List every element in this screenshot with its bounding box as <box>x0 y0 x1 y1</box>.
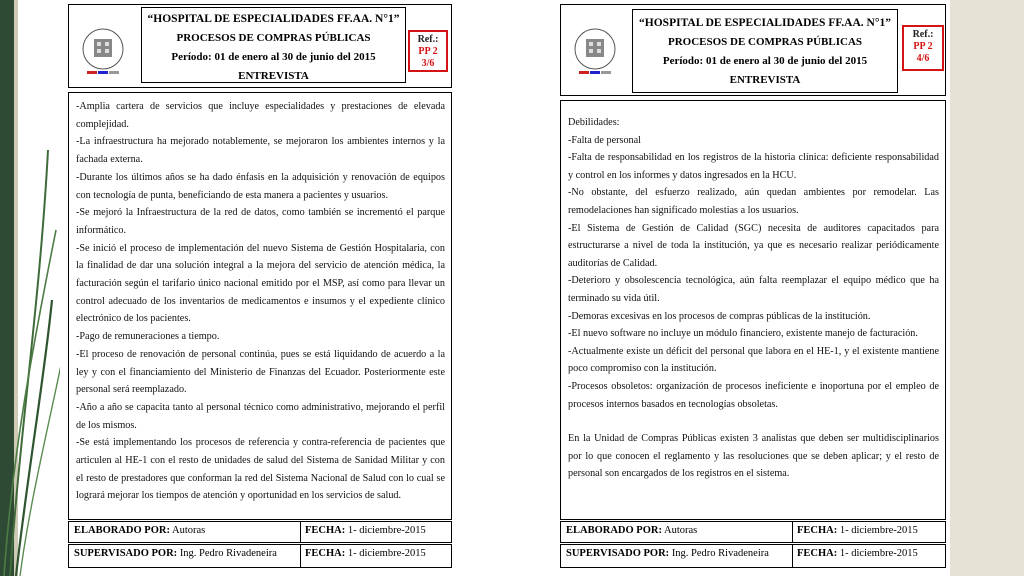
elaborado-value: Autoras <box>169 525 206 536</box>
paragraph: -El proceso de renovación de personal continúa, pues se está liquidando de acuerdo a la ley y con el financiamiento del Ministerio de Finanzas del Ecuador. Posteriormente este personal será reemplazado. <box>76 348 445 396</box>
section-heading: Debilidades: <box>568 117 620 128</box>
reference-box <box>408 30 448 72</box>
document-title-block <box>141 7 406 83</box>
footer-row-supervisado <box>560 544 946 568</box>
supervisado-label: SUPERVISADO POR: <box>566 548 670 559</box>
paragraph-spacer <box>568 413 939 430</box>
reference-page: 4/6 <box>916 53 930 64</box>
reference-label: Ref.: <box>417 34 439 45</box>
paragraph: -El Sistema de Gestión de Calidad (SGC) necesita de auditores capacitados para estructurarse a nivel de toda la institución, ya que es necesario realizar periódicamente auditorías de Calidad. <box>568 222 939 269</box>
elaborado-label: ELABORADO POR: <box>566 525 662 536</box>
paragraph: -Falta de personal <box>568 134 641 146</box>
reference-label: Ref.: <box>912 29 934 40</box>
paragraph: -El nuevo software no incluye un módulo financiero, existente manejo de facturación. <box>568 328 918 340</box>
fecha-cell <box>793 522 945 542</box>
document-title-block <box>632 9 898 93</box>
paragraph: -Amplia cartera de servicios que incluye especialidades y prestaciones de elevada complejidad. <box>76 101 445 130</box>
elaborado-label: ELABORADO POR: <box>74 525 170 536</box>
hospital-logo-icon <box>77 25 129 77</box>
paragraph: -No obstante, del esfuerzo realizado, aún quedan ambientes por remodelar. Las remodelaciones han significado molestias a los usuarios. <box>568 187 939 216</box>
supervisado-label: SUPERVISADO POR: <box>74 548 178 559</box>
paragraph: -Procesos obsoletos: organización de procesos ineficiente e inoportuna por el empleo de procesos internos basados en tecnologías obsoletas. <box>568 380 939 410</box>
interview-title: ENTREVISTA <box>729 74 801 86</box>
fecha-value: 1- diciembre-2015 <box>345 525 426 536</box>
interview-title: ENTREVISTA <box>238 70 309 82</box>
supervisado-cell <box>561 545 793 567</box>
reference-box <box>902 25 944 71</box>
fecha-value: 1- diciembre-2015 <box>345 548 426 559</box>
slide-right-background <box>950 0 1024 576</box>
period-title: Período: 01 de enero al 30 de junio del 2015 <box>662 55 868 67</box>
fecha-value: 1- diciembre-2015 <box>837 525 918 536</box>
document-body <box>560 100 946 520</box>
process-title: PROCESOS DE COMPRAS PÚBLICAS <box>667 36 863 48</box>
reference-code: PP 2 <box>913 41 933 52</box>
footer-row-elaborado <box>560 521 946 543</box>
hospital-logo-icon <box>569 25 621 77</box>
paragraph: -Se está implementando los procesos de referencia y contra-referencia de pacientes que articulen al HE-1 con el resto de unidades de salud del Sistema de Sanidad Militar y con el resto de prestadores que conforman la red del Sistema Nacional de Salud con lo cual se logrará mejorar los tiempos de atención y oportunidad en los servicios de salud. <box>76 437 445 502</box>
period-title: Período: 01 de enero al 30 de junio del 2015 <box>171 51 376 63</box>
paragraph: -Pago de remuneraciones a tiempo. <box>76 331 220 343</box>
paragraph: -Durante los últimos años se ha dado énfasis en la adquisición y renovación de equipos con tecnología de punta, beneficiando de esta manera a pacientes y usuarios. <box>76 171 445 201</box>
paragraph: -Falta de responsabilidad en los registros de la historia clínica: deficiente responsabilidad y control en los informes y datos ingresados en la HCU. <box>568 152 939 181</box>
supervisado-value: Ing. Pedro Rivadeneira <box>669 548 769 559</box>
paragraph: -Se mejoró la Infraestructura de la red de datos, como también se incrementó el parque informático. <box>76 207 445 236</box>
document-body <box>68 92 452 520</box>
elaborado-value: Autoras <box>661 525 698 536</box>
document-header <box>68 4 452 88</box>
reference-code: PP 2 <box>418 46 438 57</box>
process-title: PROCESOS DE COMPRAS PÚBLICAS <box>176 32 371 44</box>
footer-row-supervisado <box>68 544 452 568</box>
fecha-label: FECHA: <box>797 525 838 536</box>
fecha-label: FECHA: <box>305 548 346 559</box>
hospital-title: “HOSPITAL DE ESPECIALIDADES FF.AA. N°1” <box>147 13 400 25</box>
supervisado-cell <box>69 545 301 567</box>
footer-row-elaborado <box>68 521 452 543</box>
fecha-cell <box>793 545 945 567</box>
supervisado-value: Ing. Pedro Rivadeneira <box>177 548 277 559</box>
fecha-cell <box>301 545 451 567</box>
paragraph: -Demoras excesivas en los procesos de compras públicas de la institución. <box>568 310 871 322</box>
fecha-label: FECHA: <box>797 548 838 559</box>
paragraph: -Deterioro y obsolescencia tecnológica, aún falta reemplazar el equipo médico que ha terminado su vida útil. <box>568 275 939 304</box>
paragraph: -Actualmente existe un déficit del personal que labora en el HE-1, y el existente mantiene poco compromiso con la institución. <box>568 345 939 375</box>
document-header <box>560 4 946 96</box>
fecha-value: 1- diciembre-2015 <box>837 548 918 559</box>
elaborado-cell <box>69 522 301 542</box>
fecha-cell <box>301 522 451 542</box>
elaborado-cell <box>561 522 793 542</box>
hospital-title: “HOSPITAL DE ESPECIALIDADES FF.AA. N°1” <box>639 17 891 29</box>
paragraph: -Año a año se capacita tanto al personal técnico como administrativo, mejorando el perfil de los mismos. <box>76 401 445 431</box>
reference-page: 3/6 <box>421 58 435 69</box>
paragraph: -La infraestructura ha mejorado notablemente, se mejoraron los ambientes internos y la fachada externa. <box>76 136 445 166</box>
document-page-4 <box>556 0 948 576</box>
fecha-label: FECHA: <box>305 525 346 536</box>
paragraph: En la Unidad de Compras Públicas existen 3 analistas que deben ser multidisciplinarios por lo que conocen el reglamento y las resoluciones que se deben aplicar; y el resto de personal son encargados de los registros en el sistema. <box>568 433 939 480</box>
paragraph: -Se inició el proceso de implementación del nuevo Sistema de Gestión Hospitalaria, con la finalidad de dar una solución integral a la mejora del servicio de atención médica, la facturación según el tarifario único nacional emitido por el MSP, así como para llevar un control adecuado de los inventarios de medicamentos e insumos y el expediente clínico electrónico de los pacientes. <box>76 242 445 325</box>
document-page-3 <box>60 0 456 576</box>
